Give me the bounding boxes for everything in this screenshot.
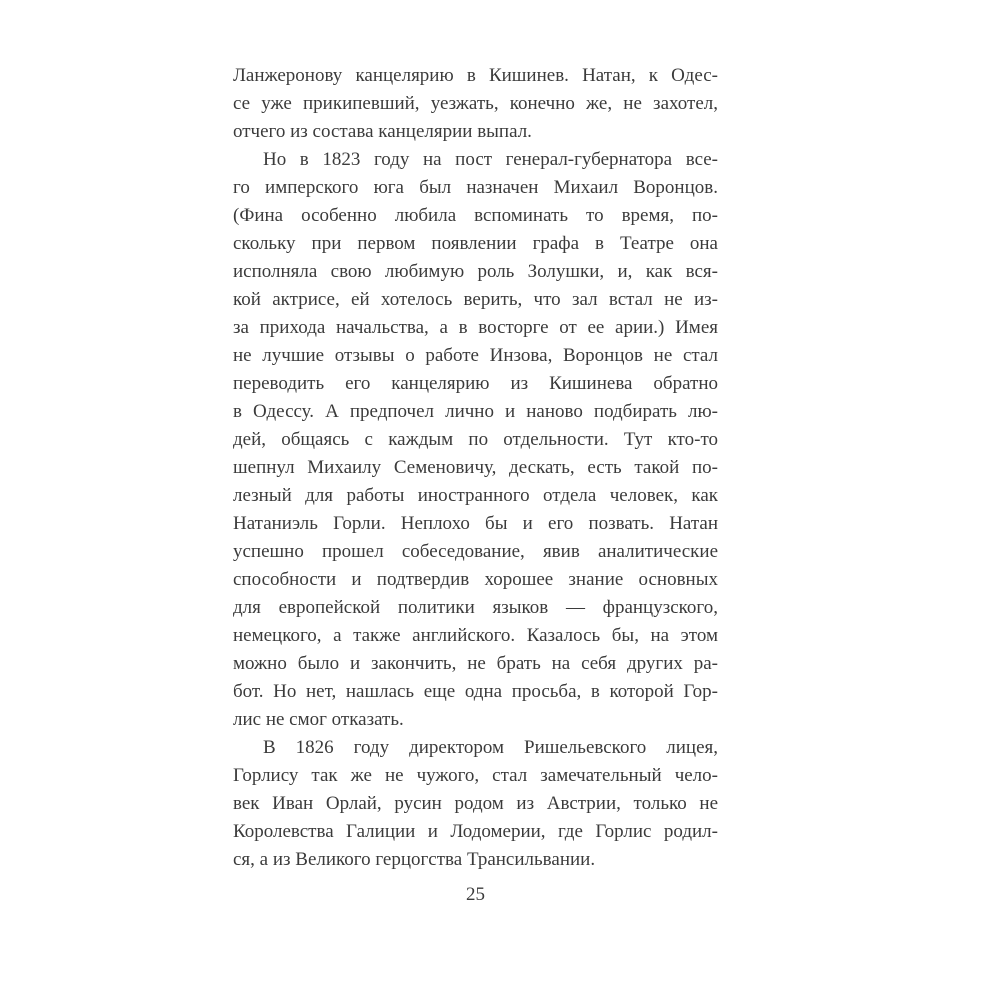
text-line: не лучшие отзывы о работе Инзова, Воронцов не стал — [233, 345, 718, 366]
text-line: можно было и закончить, не брать на себя других ра- — [233, 653, 718, 674]
text-line: кой актрисе, ей хотелось верить, что зал встал не из- — [233, 289, 718, 310]
text-line: способности и подтвердив хорошее знание основных — [233, 569, 718, 590]
text-line: скольку при первом появлении графа в Театре она — [233, 233, 718, 254]
text-block — [233, 62, 718, 874]
text-line: Королевства Галиции и Лодомерии, где Горлис родил- — [233, 821, 718, 842]
text-line: отчего из состава канцелярии выпал. — [233, 121, 532, 142]
text-line: Натаниэль Горли. Неплохо бы и его позвать. Натан — [233, 513, 718, 534]
text-line: переводить его канцелярию из Кишинева обратно — [233, 373, 718, 394]
text-line: немецкого, а также английского. Казалось бы, на этом — [233, 625, 718, 646]
text-line: Ланжеронову канцелярию в Кишинев. Натан, к Одес- — [233, 65, 718, 86]
text-line: за прихода начальства, а в восторге от ее арии.) Имея — [233, 317, 718, 338]
text-line: успешно прошел собеседование, явив аналитические — [233, 541, 718, 562]
text-line: для европейской политики языков — французского, — [233, 597, 718, 618]
text-line: лис не смог отказать. — [233, 709, 404, 730]
text-line: шепнул Михаилу Семеновичу, дескать, есть такой по- — [233, 457, 718, 478]
text-line: век Иван Орлай, русин родом из Австрии, только не — [233, 793, 718, 814]
text-line: ся, а из Великого герцогства Трансильвании. — [233, 849, 596, 870]
page-number: 25 — [466, 884, 485, 905]
text-line: Горлису так же не чужого, стал замечательный чело- — [233, 765, 718, 786]
text-line: се уже прикипевший, уезжать, конечно же, не захотел, — [233, 93, 718, 114]
text-line: го имперского юга был назначен Михаил Воронцов. — [233, 177, 718, 198]
text-line: исполняла свою любимую роль Золушки, и, как вся- — [233, 261, 718, 282]
text-line: бот. Но нет, нашлась еще одна просьба, в которой Гор- — [233, 681, 718, 702]
text-line: в Одессу. А предпочел лично и наново подбирать лю- — [233, 401, 718, 422]
text-line: В 1826 году директором Ришельевского лицея, — [263, 737, 718, 758]
text-line: дей, общаясь с каждым по отдельности. Тут кто-то — [233, 429, 718, 450]
text-line: лезный для работы иностранного отдела человек, как — [233, 485, 718, 506]
text-line: (Фина особенно любила вспоминать то время, по- — [233, 205, 718, 226]
text-line: Но в 1823 году на пост генерал-губернатора все- — [263, 149, 718, 170]
